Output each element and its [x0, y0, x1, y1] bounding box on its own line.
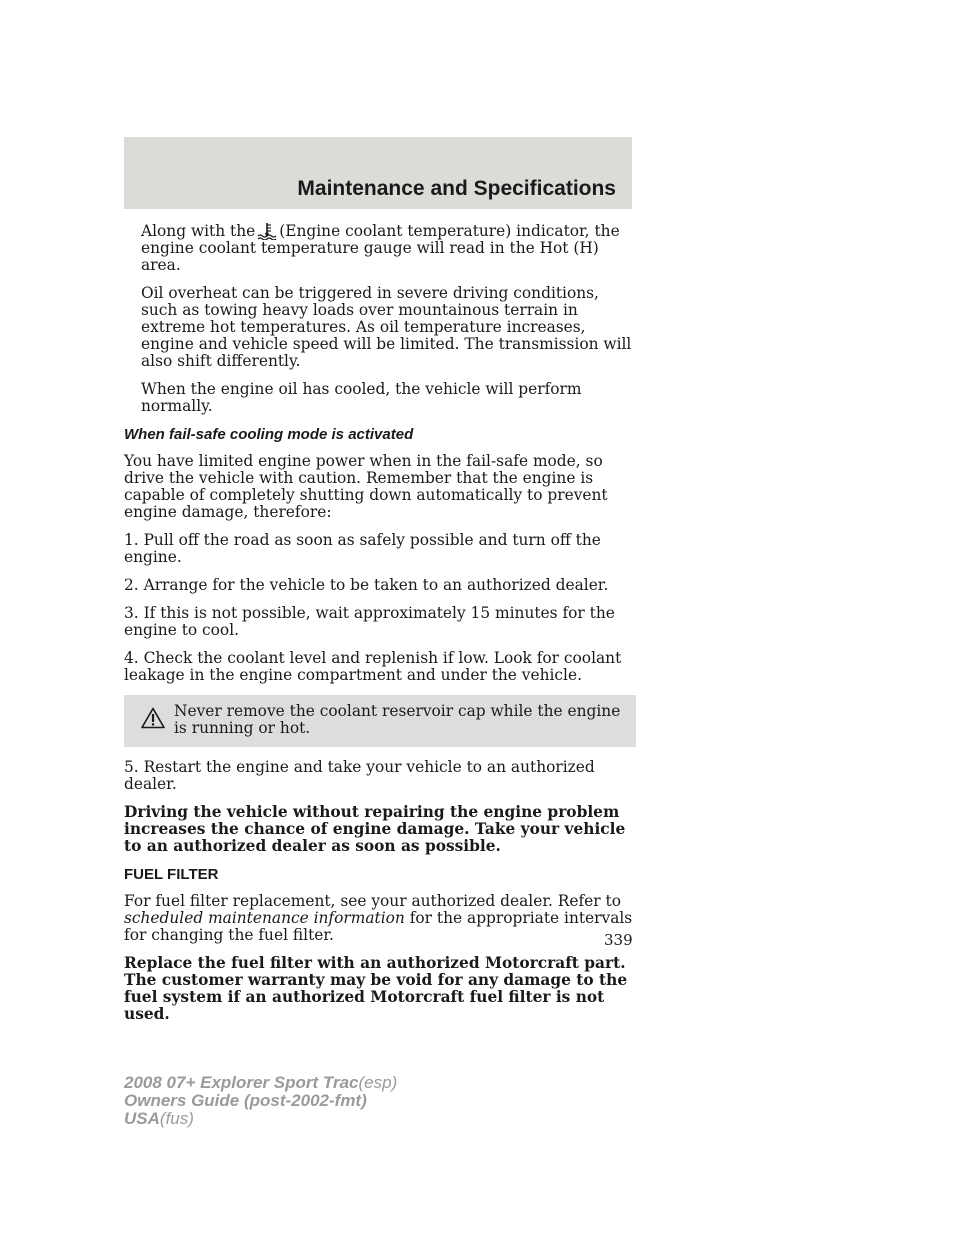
- paragraph-fuel-filter: [124, 893, 636, 944]
- footer-line-1: [124, 1074, 397, 1092]
- step-1: 1. Pull off the road as soon as safely possible and turn off the engine.: [124, 531, 601, 566]
- page-content: [124, 222, 636, 1034]
- paragraph-fail-safe-intro: You have limited engine power when in the fail-safe mode, so drive the vehicle with caution. Remember that the engine is capable of completely shutting down automatically to prevent engine damage, therefore:: [124, 452, 608, 521]
- heading-fuel-filter: FUEL FILTER: [124, 866, 219, 883]
- text-fragment: Along with the: [141, 222, 256, 240]
- footer-line-2: [124, 1092, 397, 1110]
- paragraph-oil-overheat: Oil overheat can be triggered in severe driving conditions, such as towing heavy loads over mountainous terrain in extreme hot temperatures. As oil temperature increases, engine and vehicle speed will be limited. The transmission will also shift differently.: [141, 284, 632, 370]
- page-number: 339: [604, 931, 633, 949]
- step-3: 3. If this is not possible, wait approximately 15 minutes for the engine to cool.: [124, 604, 615, 639]
- text-fragment: For fuel filter replacement, see your authorized dealer. Refer to: [124, 892, 621, 910]
- footer-model-code: (esp): [358, 1073, 398, 1092]
- footer-model: 2008 07+ Explorer Sport Trac: [124, 1073, 359, 1092]
- step-5: 5. Restart the engine and take your vehicle to an authorized dealer.: [124, 758, 595, 793]
- warning-triangle-icon: [141, 707, 165, 729]
- warning-box: [124, 695, 636, 747]
- paragraph-oil-cooled: When the engine oil has cooled, the vehicle will perform normally.: [141, 380, 582, 415]
- footer-market: USA: [124, 1109, 160, 1128]
- paragraph-coolant-indicator: [124, 222, 636, 274]
- italic-reference: scheduled maintenance information: [124, 909, 405, 927]
- footer-line-3: [124, 1110, 397, 1128]
- subheading-fail-safe: When fail-safe cooling mode is activated: [124, 426, 414, 443]
- footer-guide: Owners Guide (post-2002-fmt): [124, 1091, 367, 1110]
- footer-market-code: (fus): [159, 1109, 194, 1128]
- step-2: 2. Arrange for the vehicle to be taken to an authorized dealer.: [124, 576, 609, 594]
- section-title: Maintenance and Specifications: [297, 177, 616, 200]
- warning-text: Never remove the coolant reservoir cap while the engine is running or hot.: [174, 702, 621, 737]
- document-footer: [124, 1074, 397, 1128]
- bold-fuel-filter-paragraph: Replace the fuel filter with an authorized Motorcraft part. The customer warranty may be void for any damage to the fuel system if an authorized Motorcraft fuel filter is not used.: [124, 954, 628, 1023]
- bold-warning-paragraph: Driving the vehicle without repairing the engine problem increases the chance of engine damage. Take your vehicle to an authorized dealer as soon as possible.: [124, 803, 626, 855]
- step-4: 4. Check the coolant level and replenish if low. Look for coolant leakage in the engine compartment and under the vehicle.: [124, 649, 622, 684]
- section-header-bar: [124, 137, 632, 209]
- text-fragment: for the appropriate intervals for changing the fuel filter.: [124, 909, 633, 944]
- text-fragment: (Engine coolant temperature) indicator, the engine coolant temperature gauge will read in the Hot (H) area.: [141, 222, 620, 274]
- engine-coolant-temperature-icon: [257, 222, 277, 240]
